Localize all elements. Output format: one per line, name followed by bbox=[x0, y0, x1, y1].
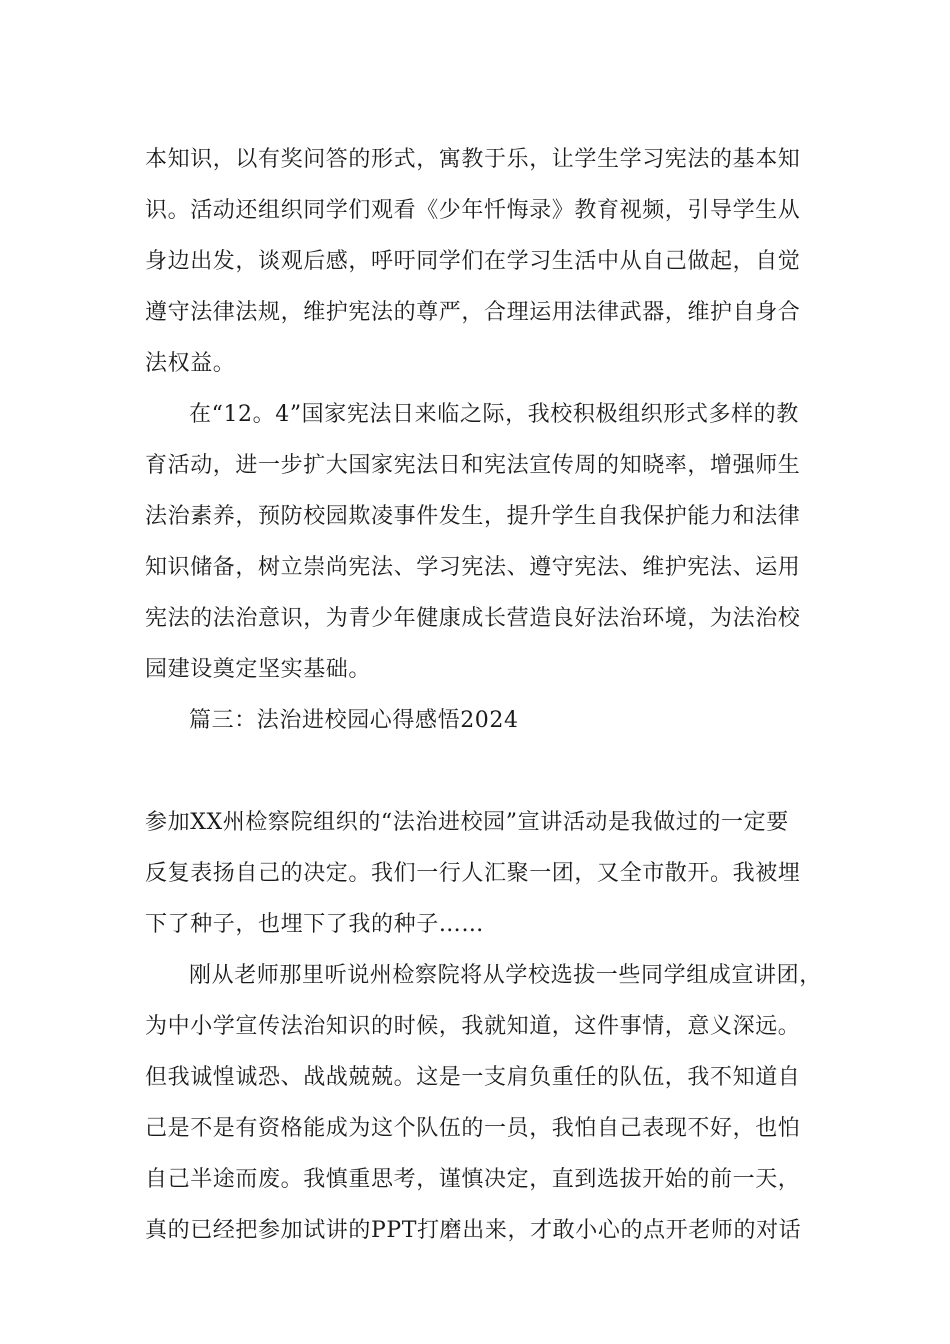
text-line: 在“12。4”国家宪法日来临之际，我校积极组织形式多样的教 bbox=[189, 402, 799, 427]
blank-line bbox=[145, 746, 825, 797]
text-line: 园建设奠定坚实基础。 bbox=[145, 657, 372, 682]
text-line: 但我诚惶诚恐、战战兢兢。这是一支肩负重任的队伍，我不知道自 bbox=[145, 1065, 801, 1090]
text-line: 自己半途而废。我慎重思考，谨慎决定，直到选拔开始的前一天， bbox=[145, 1167, 801, 1192]
text-line: 参加XX州检察院组织的“法治进校园”宣讲活动是我做过的一定要 bbox=[145, 810, 789, 835]
text-line: 刚从老师那里听说州检察院将从学校选拔一些同学组成宣讲团， bbox=[189, 963, 822, 988]
text-line: 知识储备，树立崇尚宪法、学习宪法、遵守宪法、维护宪法、运用 bbox=[145, 555, 801, 580]
text-line: 身边出发，谈观后感，呼吁同学们在学习生活中从自己做起，自觉 bbox=[145, 249, 801, 274]
text-line: 法治素养，预防校园欺凌事件发生，提升学生自我保护能力和法律 bbox=[145, 504, 801, 529]
text-line: 本知识，以有奖问答的形式，寓教于乐，让学生学习宪法的基本知 bbox=[145, 147, 801, 172]
section-heading: 篇三：法治进校园心得感悟2024 bbox=[189, 708, 519, 733]
text-line: 法权益。 bbox=[145, 351, 236, 376]
text-line: 真的已经把参加试讲的PPT打磨出来，才敢小心的点开老师的对话 bbox=[145, 1218, 802, 1243]
text-line: 宪法的法治意识，为青少年健康成长营造良好法治环境，为法治校 bbox=[145, 606, 801, 631]
text-line: 反复表扬自己的决定。我们一行人汇聚一团，又全市散开。我被埋 bbox=[145, 861, 801, 886]
text-line: 育活动，进一步扩大国家宪法日和宪法宣传周的知晓率，增强师生 bbox=[145, 453, 801, 478]
text-line: 己是不是有资格能成为这个队伍的一员，我怕自己表现不好，也怕 bbox=[145, 1116, 801, 1141]
document-body bbox=[145, 134, 825, 1256]
text-line: 遵守法律法规，维护宪法的尊严，合理运用法律武器，维护自身合 bbox=[145, 300, 801, 325]
text-line: 为中小学宣传法治知识的时候，我就知道，这件事情，意义深远。 bbox=[145, 1014, 801, 1039]
text-line: 下了种子，也埋下了我的种子…… bbox=[145, 912, 485, 937]
text-line: 识。活动还组织同学们观看《少年忏悔录》教育视频，引导学生从 bbox=[145, 198, 801, 223]
